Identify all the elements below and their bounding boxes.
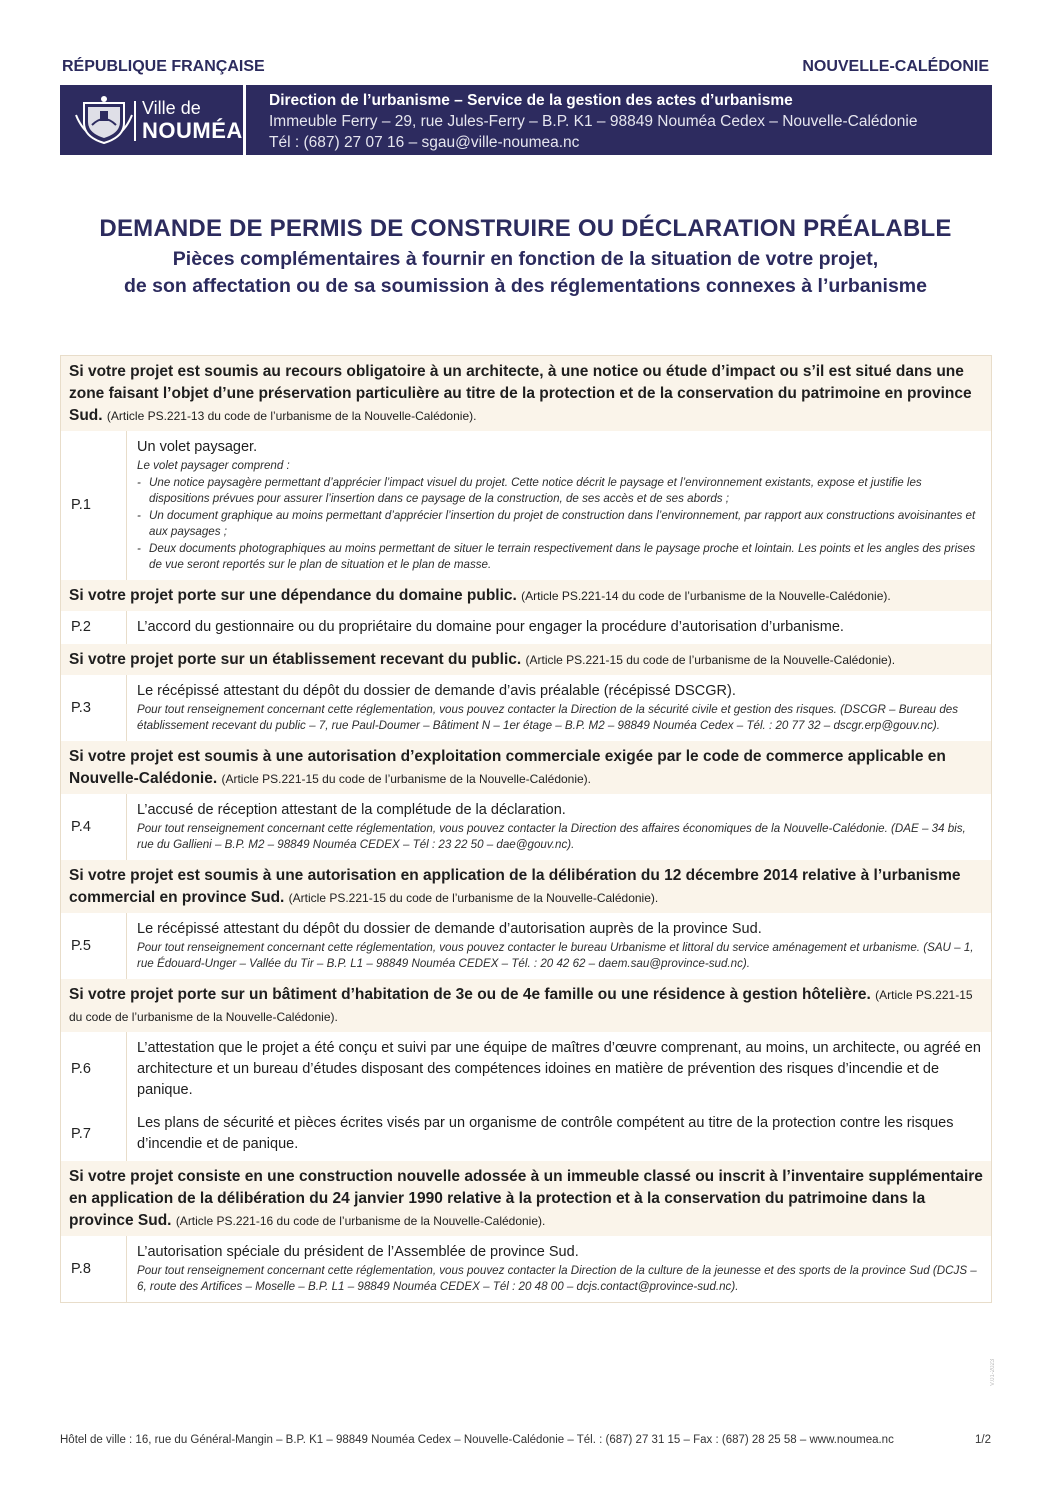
section-heading-text: Si votre projet porte sur un établissement recevant du public. xyxy=(69,650,522,668)
list-item xyxy=(137,541,981,574)
logo-line2: NOUMÉA xyxy=(142,118,243,143)
section-heading xyxy=(61,644,991,675)
item-code: P.7 xyxy=(61,1107,127,1161)
section-heading-text: Si votre projet est soumis au recours obligatoire à un architecte, à une notice ou étude d’impact ou s’il est situé dans une zone faisant l’objet d’une préservation particulière au titre de la protection et de la conservation du patrimoine en province Sud. xyxy=(69,363,972,424)
section-heading xyxy=(61,580,991,611)
table-row xyxy=(61,794,991,860)
item-code: P.4 xyxy=(61,794,127,860)
section-heading-text: Si votre projet est soumis à une autorisation d’exploitation commerciale exigée par le code de commerce applicable en Nouvelle-Calédonie. xyxy=(69,747,946,787)
section-article-ref: (Article PS.221-15 du code de l’urbanisme de la Nouvelle-Calédonie). xyxy=(69,987,973,1024)
region-label: NOUVELLE-CALÉDONIE xyxy=(802,58,989,75)
page-subtitle-1: Pièces complémentaires à fournir en fonction de la situation de votre projet, xyxy=(172,248,879,270)
item-note: Pour tout renseignement concernant cette réglementation, vous pouvez contacter la Direction des affaires économiques de la Nouvelle-Calédonie. (DAE – 34 bis, rue du Gallieni – B.P. M2 – 98849 Nouméa CEDEX – Tél : 23 22 50 – dae@gouv.nc). xyxy=(137,821,966,851)
title-block xyxy=(60,212,991,300)
section-article-ref: (Article PS.221-15 du code de l’urbanisme de la Nouvelle-Calédonie). xyxy=(288,890,659,905)
section-heading-text: Si votre projet consiste en une construction nouvelle adossée à un immeuble classé ou inscrit à l’inventaire supplémentaire en application de la délibération du 24 janvier 1990 relative à la protection et à la conservation du patrimoine dans la province Sud. xyxy=(69,1167,983,1229)
table-row xyxy=(61,675,991,741)
bullet-text: Un document graphique au moins permettant d’apprécier l’insertion du projet de construction dans l’environnement, par rapport aux constructions avoisinantes et aux paysages ; xyxy=(149,508,976,538)
bullet-dash: - xyxy=(137,541,141,555)
item-body xyxy=(127,675,991,741)
item-body xyxy=(127,913,991,979)
item-description: L’attestation que le projet a été conçu et suivi par une équipe de maîtres d’œuvre comprenant, au moins, un architecte, ou agréé en architecture et un bureau d’études disposant des compétences idoines en matière de prévention des risques d’incendie et de panique. xyxy=(137,1039,981,1098)
header-address: Immeuble Ferry – 29, rue Jules-Ferry – B.P. K1 – 98849 Nouméa Cedex – Nouvelle-Calédonie xyxy=(269,113,918,130)
item-description: Le récépissé attestant du dépôt du dossier de demande d’avis préalable (récépissé DSCGR). xyxy=(137,682,736,699)
item-body xyxy=(127,431,991,580)
section-heading-text: Si votre projet porte sur une dépendance du domaine public. xyxy=(69,586,517,604)
section-article-ref: (Article PS.221-15 du code de l’urbanisme de la Nouvelle-Calédonie). xyxy=(221,771,592,786)
header-info xyxy=(269,90,984,153)
section-heading xyxy=(61,860,991,913)
section-heading xyxy=(61,356,991,431)
item-note: Pour tout renseignement concernant cette réglementation, vous pouvez contacter la Direction de la culture de la jeunesse et des sports de la province Sud (DCJS – 6, route des Artifices – Moselle – B.P. L1 – 98849 Nouméa CEDEX – Tél : 20 48 00 – dcjs.contact@province-sud.nc). xyxy=(137,1263,977,1293)
bullet-dash: - xyxy=(137,508,141,522)
item-code: P.6 xyxy=(61,1032,127,1107)
item-note: Le volet paysager comprend : xyxy=(137,459,290,472)
item-description: Un volet paysager. xyxy=(137,439,258,455)
top-labels xyxy=(60,58,991,80)
section-article-ref: (Article PS.221-15 du code de l’urbanisme de la Nouvelle-Calédonie). xyxy=(525,652,896,667)
item-body xyxy=(127,1236,991,1302)
list-item xyxy=(137,475,981,508)
section-heading xyxy=(61,741,991,794)
item-description: L’autorisation spéciale du président de l’Assemblée de province Sud. xyxy=(137,1243,579,1260)
item-body xyxy=(127,794,991,860)
item-description: L’accord du gestionnaire ou du propriétaire du domaine pour engager la procédure d’autorisation d’urbanisme. xyxy=(137,618,844,635)
table-row xyxy=(61,1236,991,1302)
section-heading xyxy=(61,979,991,1032)
item-code: P.3 xyxy=(61,675,127,741)
table-row xyxy=(61,431,991,580)
city-coat-of-arms-icon xyxy=(74,95,134,145)
logo-divider xyxy=(134,101,136,141)
item-code: P.2 xyxy=(61,611,127,644)
noumea-logo xyxy=(60,85,243,155)
logo-line1: Ville de xyxy=(142,98,201,118)
table-row xyxy=(61,611,991,644)
page-subtitle-2: de son affectation ou de sa soumission à des réglementations connexes à l’urbanisme xyxy=(124,275,927,297)
header-direction: Direction de l’urbanisme – Service de la gestion des actes d’urbanisme xyxy=(269,92,793,109)
table-row xyxy=(61,1107,991,1161)
section-article-ref: (Article PS.221-16 du code de l’urbanisme de la Nouvelle-Calédonie). xyxy=(175,1213,546,1228)
item-code: P.5 xyxy=(61,913,127,979)
item-code: P.8 xyxy=(61,1236,127,1302)
bullet-text: Une notice paysagère permettant d’apprécier l’impact visuel du projet. Cette notice décrit le paysage et l’environnement existants, expose et justifie les dispositions prévues pour assurer l’insertion dans ce paysage de la construction, de ses accès et de ses abords ; xyxy=(149,475,922,505)
item-note: Pour tout renseignement concernant cette réglementation, vous pouvez contacter la Direction de la sécurité civile et gestion des risques. (DSCGR – Bureau des établissement recevant du public – 7, rue Paul-Doumer – Bâtiment N – 1er étage – B.P. M2 – 98849 Nouméa Cedex – Tél. : 20 77 32 – dscgr.erp@gouv.nc). xyxy=(137,702,959,732)
section-heading xyxy=(61,1161,991,1236)
item-description: L’accusé de réception attestant de la complétude de la déclaration. xyxy=(137,801,566,818)
item-body xyxy=(127,1107,991,1161)
item-note: Pour tout renseignement concernant cette réglementation, vous pouvez contacter le bureau Urbanisme et littoral du service aménagement et urbanisme. (SAU – 1, rue Édouard-Unger – Vallée du Tir – B.P. L1 – 98849 Nouméa CEDEX – Tél. : 20 42 62 – daem.sau@province-sud.nc). xyxy=(137,940,974,970)
header-contact: Tél : (687) 27 07 16 – sgau@ville-noumea.nc xyxy=(269,134,580,151)
republique-label: RÉPUBLIQUE FRANÇAISE xyxy=(62,58,265,75)
page-title: DEMANDE DE PERMIS DE CONSTRUIRE OU DÉCLARATION PRÉALABLE xyxy=(99,215,952,242)
item-code: P.1 xyxy=(61,431,127,580)
version-mark: V.01-2023 xyxy=(990,1358,996,1386)
footer-address: Hôtel de ville : 16, rue du Général-Mangin – B.P. K1 – 98849 Nouméa Cedex – Nouvelle-Calédonie – Tél. : (687) 27 31 15 – Fax : (687) 28 25 58 – www.noumea.nc xyxy=(60,1434,894,1446)
requirements-table xyxy=(60,355,992,1303)
item-body xyxy=(127,611,991,644)
list-item xyxy=(137,508,981,541)
page-number: 1/2 xyxy=(975,1434,991,1446)
bullet-dash: - xyxy=(137,475,141,489)
table-row xyxy=(61,1032,991,1107)
section-article-ref: (Article PS.221-14 du code de l’urbanisme de la Nouvelle-Calédonie). xyxy=(521,588,891,603)
section-heading-text: Si votre projet porte sur un bâtiment d’habitation de 3e ou de 4e famille ou une résidence à gestion hôtelière. xyxy=(69,985,871,1003)
section-article-ref: (Article PS.221-13 du code de l’urbanisme de la Nouvelle-Calédonie). xyxy=(106,409,477,423)
item-body xyxy=(127,1032,991,1107)
table-row xyxy=(61,913,991,979)
section-heading-text: Si votre projet est soumis à une autorisation en application de la délibération du 12 décembre 2014 relative à l’urbanisme commercial en province Sud. xyxy=(69,866,961,906)
header-band xyxy=(60,85,992,155)
header-separator xyxy=(243,85,246,155)
item-bullet-list xyxy=(137,475,981,574)
bullet-text: Deux documents photographiques au moins permettant de situer le terrain respectivement dans le paysage proche et lointain. Les points et les angles des prises de vue seront reportés sur le plan de situation et le plan de masse. xyxy=(149,541,976,571)
item-description: Les plans de sécurité et pièces écrites visés par un organisme de contrôle compétent au titre de la protection contre les risques d’incendie et de panique. xyxy=(137,1114,954,1152)
item-description: Le récépissé attestant du dépôt du dossier de demande d’autorisation auprès de la province Sud. xyxy=(137,920,762,937)
